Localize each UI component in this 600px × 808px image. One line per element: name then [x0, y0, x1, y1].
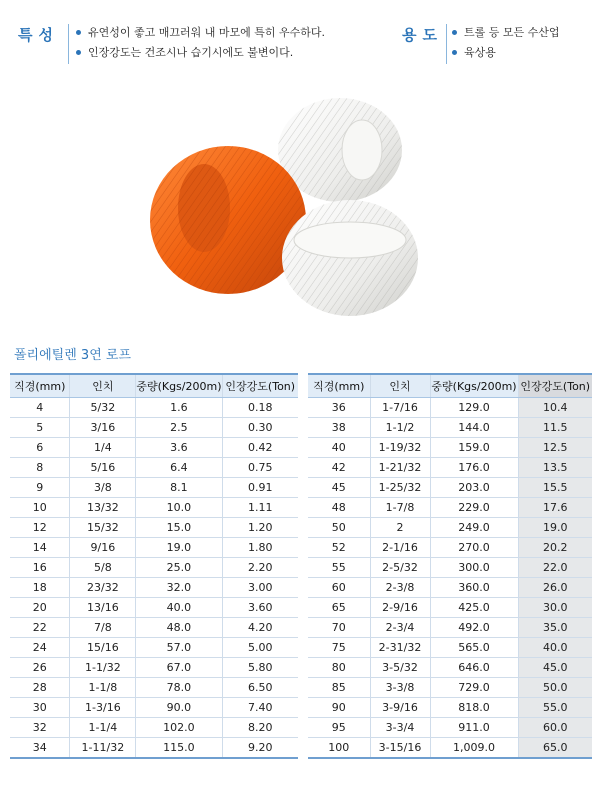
cell-diameter: 16 — [10, 558, 70, 578]
cell-inch: 1-19/32 — [370, 438, 430, 458]
cell-diameter: 50 — [308, 518, 370, 538]
cell-diameter: 65 — [308, 598, 370, 618]
table-row — [308, 418, 592, 438]
table-row — [10, 578, 298, 598]
table-header-row — [308, 374, 592, 398]
table-row — [10, 638, 298, 658]
cell-inch: 1-25/32 — [370, 478, 430, 498]
cell-inch: 2-1/16 — [370, 538, 430, 558]
cell-inch: 2-3/4 — [370, 618, 430, 638]
cell-strength: 30.0 — [518, 598, 592, 618]
features-list — [76, 23, 325, 63]
table-row — [10, 718, 298, 738]
cell-inch: 5/16 — [70, 458, 136, 478]
cell-weight: 249.0 — [430, 518, 518, 538]
cell-strength: 0.18 — [222, 398, 298, 418]
cell-inch: 7/8 — [70, 618, 136, 638]
cell-strength: 40.0 — [518, 638, 592, 658]
cell-inch: 1-7/16 — [370, 398, 430, 418]
spec-table-left — [10, 373, 298, 759]
cell-weight: 10.0 — [136, 498, 222, 518]
table-row — [308, 398, 592, 418]
cell-strength: 1.11 — [222, 498, 298, 518]
uses-title: 용도 — [402, 26, 443, 44]
cell-diameter: 85 — [308, 678, 370, 698]
table-row — [308, 638, 592, 658]
cell-weight: 8.1 — [136, 478, 222, 498]
cell-strength: 15.5 — [518, 478, 592, 498]
table-row — [308, 558, 592, 578]
cell-inch: 15/16 — [70, 638, 136, 658]
table-row — [308, 658, 592, 678]
uses-divider — [446, 24, 447, 64]
table-row — [308, 578, 592, 598]
table-title: 폴리에틸렌 3연 로프 — [14, 348, 131, 363]
cell-weight: 19.0 — [136, 538, 222, 558]
cell-weight: 565.0 — [430, 638, 518, 658]
cell-strength: 10.4 — [518, 398, 592, 418]
features-section — [0, 0, 600, 90]
use-text: 트롤 등 모든 수산업 — [464, 26, 560, 39]
table-row — [308, 438, 592, 458]
cell-weight: 15.0 — [136, 518, 222, 538]
white-coil-front — [282, 200, 418, 316]
cell-diameter: 40 — [308, 438, 370, 458]
cell-strength: 17.6 — [518, 498, 592, 518]
table-row — [10, 598, 298, 618]
cell-strength: 35.0 — [518, 618, 592, 638]
cell-strength: 1.80 — [222, 538, 298, 558]
cell-diameter: 75 — [308, 638, 370, 658]
cell-inch: 3/16 — [70, 418, 136, 438]
table-row — [10, 678, 298, 698]
cell-strength: 19.0 — [518, 518, 592, 538]
col-header-weight: 중량(Kgs/200m) — [136, 374, 222, 398]
cell-diameter: 42 — [308, 458, 370, 478]
cell-inch: 13/16 — [70, 598, 136, 618]
table-row — [308, 718, 592, 738]
cell-diameter: 22 — [10, 618, 70, 638]
cell-strength: 7.40 — [222, 698, 298, 718]
cell-diameter: 100 — [308, 738, 370, 759]
cell-weight: 270.0 — [430, 538, 518, 558]
table-row — [308, 498, 592, 518]
table-header-row — [10, 374, 298, 398]
cell-weight: 78.0 — [136, 678, 222, 698]
feature-text: 유연성이 좋고 매끄러워 내 마모에 특히 우수하다. — [88, 26, 325, 39]
cell-weight: 300.0 — [430, 558, 518, 578]
table-row — [10, 698, 298, 718]
cell-diameter: 52 — [308, 538, 370, 558]
cell-inch: 13/32 — [70, 498, 136, 518]
cell-inch: 1-21/32 — [370, 458, 430, 478]
cell-strength: 0.42 — [222, 438, 298, 458]
col-header-strength: 인장강도(Ton) — [222, 374, 298, 398]
table-row — [308, 698, 592, 718]
cell-strength: 22.0 — [518, 558, 592, 578]
cell-inch: 23/32 — [70, 578, 136, 598]
cell-weight: 48.0 — [136, 618, 222, 638]
cell-inch: 2-31/32 — [370, 638, 430, 658]
cell-diameter: 4 — [10, 398, 70, 418]
cell-strength: 5.00 — [222, 638, 298, 658]
cell-strength: 50.0 — [518, 678, 592, 698]
table-row — [10, 418, 298, 438]
cell-diameter: 90 — [308, 698, 370, 718]
cell-inch: 1-7/8 — [370, 498, 430, 518]
cell-diameter: 28 — [10, 678, 70, 698]
cell-weight: 176.0 — [430, 458, 518, 478]
cell-inch: 2-9/16 — [370, 598, 430, 618]
table-row — [10, 558, 298, 578]
cell-strength: 6.50 — [222, 678, 298, 698]
table-row — [10, 478, 298, 498]
cell-strength: 26.0 — [518, 578, 592, 598]
cell-inch: 3-3/4 — [370, 718, 430, 738]
cell-inch: 2-3/8 — [370, 578, 430, 598]
cell-diameter: 8 — [10, 458, 70, 478]
cell-inch: 2-5/32 — [370, 558, 430, 578]
cell-diameter: 5 — [10, 418, 70, 438]
rope-coils-illustration — [140, 90, 430, 330]
cell-inch: 3/8 — [70, 478, 136, 498]
use-text: 육상용 — [464, 46, 496, 59]
cell-weight: 203.0 — [430, 478, 518, 498]
cell-inch: 1/4 — [70, 438, 136, 458]
use-item — [452, 43, 560, 63]
cell-diameter: 60 — [308, 578, 370, 598]
cell-weight: 360.0 — [430, 578, 518, 598]
col-header-strength: 인장강도(Ton) — [518, 374, 592, 398]
cell-weight: 1,009.0 — [430, 738, 518, 759]
cell-diameter: 14 — [10, 538, 70, 558]
features-title: 특성 — [18, 26, 59, 44]
col-header-inch: 인치 — [370, 374, 430, 398]
cell-strength: 45.0 — [518, 658, 592, 678]
table-row — [10, 618, 298, 638]
cell-weight: 6.4 — [136, 458, 222, 478]
bullet-icon — [76, 30, 81, 35]
cell-diameter: 55 — [308, 558, 370, 578]
cell-inch: 9/16 — [70, 538, 136, 558]
feature-item — [76, 23, 325, 43]
table-row — [308, 458, 592, 478]
table-row — [308, 598, 592, 618]
cell-weight: 425.0 — [430, 598, 518, 618]
cell-diameter: 30 — [10, 698, 70, 718]
col-header-weight: 중량(Kgs/200m) — [430, 374, 518, 398]
cell-inch: 1-1/2 — [370, 418, 430, 438]
cell-diameter: 38 — [308, 418, 370, 438]
table-row — [10, 658, 298, 678]
table-row — [10, 398, 298, 418]
cell-strength: 13.5 — [518, 458, 592, 478]
table-row — [10, 518, 298, 538]
feature-item — [76, 43, 325, 63]
cell-weight: 25.0 — [136, 558, 222, 578]
table-row — [10, 458, 298, 478]
cell-inch: 2 — [370, 518, 430, 538]
cell-strength: 0.30 — [222, 418, 298, 438]
cell-inch: 5/32 — [70, 398, 136, 418]
table-row — [308, 478, 592, 498]
cell-inch: 3-3/8 — [370, 678, 430, 698]
table-row — [308, 538, 592, 558]
cell-inch: 5/8 — [70, 558, 136, 578]
cell-strength: 9.20 — [222, 738, 298, 759]
cell-strength: 20.2 — [518, 538, 592, 558]
cell-weight: 115.0 — [136, 738, 222, 759]
bullet-icon — [76, 50, 81, 55]
cell-inch: 15/32 — [70, 518, 136, 538]
cell-weight: 129.0 — [430, 398, 518, 418]
bullet-icon — [452, 30, 457, 35]
cell-strength: 0.91 — [222, 478, 298, 498]
cell-strength: 3.60 — [222, 598, 298, 618]
cell-weight: 3.6 — [136, 438, 222, 458]
cell-inch: 3-5/32 — [370, 658, 430, 678]
cell-weight: 57.0 — [136, 638, 222, 658]
cell-strength: 8.20 — [222, 718, 298, 738]
cell-weight: 646.0 — [430, 658, 518, 678]
cell-strength: 5.80 — [222, 658, 298, 678]
cell-strength: 3.00 — [222, 578, 298, 598]
cell-diameter: 36 — [308, 398, 370, 418]
spec-table-right — [308, 373, 592, 759]
cell-inch: 1-11/32 — [70, 738, 136, 759]
cell-diameter: 70 — [308, 618, 370, 638]
cell-strength: 12.5 — [518, 438, 592, 458]
cell-weight: 1.6 — [136, 398, 222, 418]
table-row — [308, 678, 592, 698]
cell-weight: 67.0 — [136, 658, 222, 678]
cell-diameter: 80 — [308, 658, 370, 678]
cell-weight: 818.0 — [430, 698, 518, 718]
cell-strength: 4.20 — [222, 618, 298, 638]
cell-diameter: 6 — [10, 438, 70, 458]
cell-strength: 60.0 — [518, 718, 592, 738]
cell-weight: 159.0 — [430, 438, 518, 458]
col-header-diameter: 직경(mm) — [308, 374, 370, 398]
rope-photo — [140, 90, 430, 330]
table-row — [308, 738, 592, 759]
uses-list — [452, 23, 560, 63]
table-row — [10, 538, 298, 558]
bullet-icon — [452, 50, 457, 55]
cell-diameter: 95 — [308, 718, 370, 738]
cell-inch: 1-3/16 — [70, 698, 136, 718]
cell-diameter: 45 — [308, 478, 370, 498]
table-body-right — [308, 398, 592, 759]
table-body-left — [10, 398, 298, 759]
table-row — [308, 618, 592, 638]
orange-coil — [150, 146, 306, 294]
table-row — [10, 438, 298, 458]
cell-weight: 144.0 — [430, 418, 518, 438]
cell-diameter: 9 — [10, 478, 70, 498]
cell-diameter: 32 — [10, 718, 70, 738]
cell-strength: 65.0 — [518, 738, 592, 759]
cell-inch: 1-1/4 — [70, 718, 136, 738]
cell-inch: 3-9/16 — [370, 698, 430, 718]
features-divider — [68, 24, 69, 64]
cell-weight: 492.0 — [430, 618, 518, 638]
cell-weight: 32.0 — [136, 578, 222, 598]
cell-inch: 3-15/16 — [370, 738, 430, 759]
table-row — [308, 518, 592, 538]
cell-strength: 1.20 — [222, 518, 298, 538]
cell-weight: 90.0 — [136, 698, 222, 718]
col-header-inch: 인치 — [70, 374, 136, 398]
cell-diameter: 24 — [10, 638, 70, 658]
cell-diameter: 48 — [308, 498, 370, 518]
cell-weight: 729.0 — [430, 678, 518, 698]
cell-diameter: 12 — [10, 518, 70, 538]
table-row — [10, 498, 298, 518]
cell-weight: 40.0 — [136, 598, 222, 618]
cell-diameter: 34 — [10, 738, 70, 759]
cell-weight: 229.0 — [430, 498, 518, 518]
cell-weight: 102.0 — [136, 718, 222, 738]
cell-strength: 2.20 — [222, 558, 298, 578]
cell-diameter: 26 — [10, 658, 70, 678]
cell-diameter: 10 — [10, 498, 70, 518]
cell-strength: 0.75 — [222, 458, 298, 478]
use-item — [452, 23, 560, 43]
feature-text: 인장강도는 건조시나 습기시에도 불변이다. — [88, 46, 294, 59]
cell-inch: 1-1/32 — [70, 658, 136, 678]
cell-strength: 55.0 — [518, 698, 592, 718]
cell-inch: 1-1/8 — [70, 678, 136, 698]
col-header-diameter: 직경(mm) — [10, 374, 70, 398]
cell-diameter: 18 — [10, 578, 70, 598]
cell-weight: 2.5 — [136, 418, 222, 438]
cell-weight: 911.0 — [430, 718, 518, 738]
table-row — [10, 738, 298, 759]
cell-strength: 11.5 — [518, 418, 592, 438]
cell-diameter: 20 — [10, 598, 70, 618]
